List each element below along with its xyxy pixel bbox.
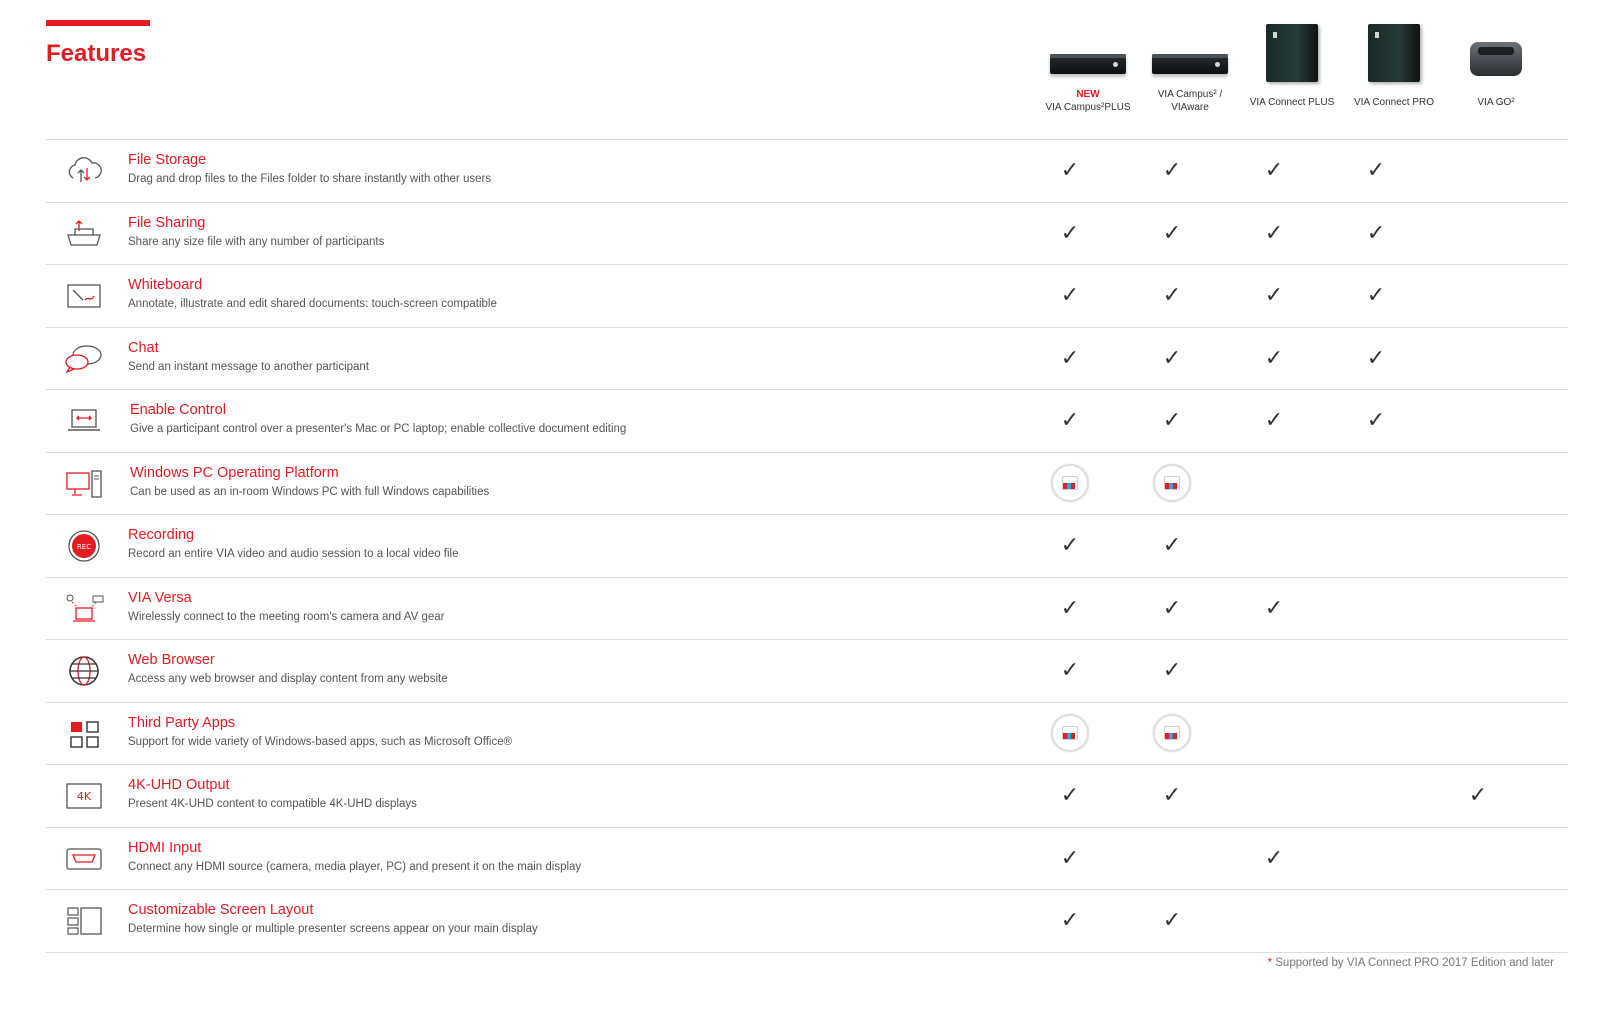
product-column-3 <box>1342 18 1446 109</box>
check-icon: ✓ <box>1162 783 1182 808</box>
screen-layout-icon <box>60 902 108 940</box>
check-icon: ✓ <box>1060 283 1080 308</box>
feature-description: Send an instant message to another participant <box>128 360 370 373</box>
support-cell <box>1120 265 1224 326</box>
product-name: VIA Connect PRO <box>1353 97 1435 108</box>
product-name: VIA Campus²PLUS <box>1045 102 1131 113</box>
product-name: VIA Campus² / VIAware <box>1157 89 1223 113</box>
product-column-0 <box>1036 18 1140 114</box>
support-cell <box>1222 203 1326 264</box>
support-cell <box>1018 703 1122 764</box>
feature-row <box>46 264 1568 327</box>
check-icon: ✓ <box>1162 408 1182 433</box>
device-tower-icon <box>1266 24 1318 82</box>
title-accent-bar <box>46 20 150 26</box>
feature-title: Recording <box>128 527 195 543</box>
check-icon: ✓ <box>1264 220 1284 246</box>
support-cell <box>1120 703 1224 764</box>
check-icon: ✓ <box>1366 158 1386 183</box>
whiteboard-icon <box>60 277 108 315</box>
product-name: VIA GO² <box>1477 97 1515 108</box>
support-cell <box>1018 765 1122 826</box>
support-cell <box>1018 265 1122 326</box>
feature-description: Determine how single or multiple presenter screens appear on your main display <box>128 923 538 935</box>
feature-row <box>46 639 1568 702</box>
check-icon: ✓ <box>1162 345 1182 371</box>
product-column-4 <box>1444 18 1548 109</box>
feature-title: HDMI Input <box>128 839 202 856</box>
feature-title: File Sharing <box>128 214 206 231</box>
check-icon: ✓ <box>1060 533 1080 558</box>
feature-title: Whiteboard <box>128 277 203 293</box>
feature-row <box>46 827 1568 890</box>
feature-row <box>46 577 1568 640</box>
support-cell <box>1018 203 1122 264</box>
windows-badge-icon <box>1051 714 1089 752</box>
windows-badge-icon <box>1051 464 1089 502</box>
support-cell <box>1018 140 1122 201</box>
support-cell <box>1324 328 1428 389</box>
feature-description: Annotate, illustrate and edit shared documents: touch-screen compatible <box>128 298 497 310</box>
support-cell <box>1222 578 1326 639</box>
feature-title: File Storage <box>128 152 207 168</box>
feature-description: Wirelessly connect to the meeting room's camera and AV gear <box>128 610 445 623</box>
hdmi-icon <box>60 840 108 878</box>
feature-title: Customizable Screen Layout <box>128 902 314 918</box>
check-icon: ✓ <box>1162 908 1182 933</box>
support-cell <box>1324 265 1428 326</box>
feature-title: 4K-UHD Output <box>128 777 230 793</box>
check-icon: ✓ <box>1264 345 1284 371</box>
cloud-upload-icon <box>60 152 108 190</box>
product-header <box>1036 18 1556 118</box>
product-column-2 <box>1240 18 1344 109</box>
support-cell <box>1324 203 1428 264</box>
check-icon: ✓ <box>1060 595 1080 621</box>
rec-icon <box>60 527 108 565</box>
support-cell <box>1222 828 1326 889</box>
feature-row <box>46 764 1568 827</box>
support-cell <box>1120 578 1224 639</box>
support-cell <box>1120 453 1224 514</box>
feature-row <box>46 889 1568 953</box>
feature-row <box>46 139 1568 202</box>
4k-icon <box>60 777 108 815</box>
feature-description: Connect any HDMI source (camera, media player, PC) and present it on the main display <box>128 860 582 873</box>
feature-title: Chat <box>128 339 159 356</box>
check-icon: ✓ <box>1366 408 1386 433</box>
support-cell <box>1120 765 1224 826</box>
check-icon: ✓ <box>1366 220 1386 246</box>
check-icon: ✓ <box>1366 283 1386 308</box>
support-cell <box>1222 265 1326 326</box>
check-icon: ✓ <box>1162 220 1182 246</box>
feature-description: Drag and drop files to the Files folder to share instantly with other users <box>128 173 492 185</box>
feature-title: Enable Control <box>130 402 226 418</box>
check-icon: ✓ <box>1060 345 1080 371</box>
support-cell <box>1018 390 1122 451</box>
page-title: Features <box>46 40 147 67</box>
support-cell <box>1018 453 1122 514</box>
check-icon: ✓ <box>1162 658 1182 683</box>
feature-table <box>46 139 1568 953</box>
laptop-arrows-icon <box>60 402 108 440</box>
check-icon: ✓ <box>1060 158 1080 183</box>
feature-title: VIA Versa <box>128 589 192 606</box>
footnote-text: Supported by VIA Connect PRO 2017 Edition and later <box>1275 957 1554 969</box>
product-name: VIA Connect PLUS <box>1249 97 1335 108</box>
feature-title: Windows PC Operating Platform <box>130 464 339 481</box>
support-cell <box>1426 765 1530 826</box>
footnote-star: * <box>1267 957 1273 969</box>
check-icon: ✓ <box>1162 158 1182 183</box>
footnote <box>1268 957 1554 969</box>
support-cell <box>1120 890 1224 951</box>
support-cell <box>1120 640 1224 701</box>
feature-title: Third Party Apps <box>128 714 236 731</box>
support-cell <box>1222 328 1326 389</box>
support-cell <box>1018 640 1122 701</box>
check-icon: ✓ <box>1060 220 1080 246</box>
chat-bubbles-icon <box>60 340 108 378</box>
windows-badge-icon <box>1153 714 1191 752</box>
support-cell <box>1222 390 1326 451</box>
svg-text:REC: REC <box>76 543 92 551</box>
new-badge: NEW <box>1076 89 1100 100</box>
support-cell <box>1120 328 1224 389</box>
support-cell <box>1018 578 1122 639</box>
check-icon: ✓ <box>1060 908 1080 933</box>
feature-description: Present 4K-UHD content to compatible 4K-UHD displays <box>128 798 417 810</box>
share-tray-icon <box>60 215 108 253</box>
check-icon: ✓ <box>1264 158 1284 183</box>
feature-description: Access any web browser and display content from any website <box>128 673 448 685</box>
support-cell <box>1120 140 1224 201</box>
check-icon: ✓ <box>1060 845 1080 871</box>
support-cell <box>1120 390 1224 451</box>
check-icon: ✓ <box>1162 533 1182 558</box>
feature-description: Record an entire VIA video and audio session to a local video file <box>128 548 459 560</box>
check-icon: ✓ <box>1162 283 1182 308</box>
check-icon: ✓ <box>1468 783 1488 808</box>
feature-title: Web Browser <box>128 652 215 668</box>
desktop-pc-icon <box>60 465 108 503</box>
product-column-1 <box>1138 18 1242 114</box>
windows-badge-icon <box>1153 464 1191 502</box>
device-flat-icon <box>1152 54 1228 74</box>
check-icon: ✓ <box>1264 595 1284 621</box>
support-cell <box>1120 203 1224 264</box>
feature-description: Share any size file with any number of participants <box>128 235 385 248</box>
feature-row <box>46 202 1568 265</box>
support-cell <box>1018 890 1122 951</box>
via-versa-icon <box>60 590 108 628</box>
feature-row <box>46 514 1568 577</box>
feature-row <box>46 327 1568 390</box>
device-tower-icon <box>1368 24 1420 82</box>
support-cell <box>1018 515 1122 576</box>
check-icon: ✓ <box>1366 345 1386 371</box>
support-cell <box>1324 390 1428 451</box>
feature-description: Support for wide variety of Windows-based apps, such as Microsoft Office® <box>128 735 513 748</box>
check-icon: ✓ <box>1060 783 1080 808</box>
support-cell <box>1018 328 1122 389</box>
app-grid-icon <box>60 715 108 753</box>
check-icon: ✓ <box>1264 283 1284 308</box>
check-icon: ✓ <box>1162 595 1182 621</box>
support-cell <box>1120 515 1224 576</box>
globe-icon <box>60 652 108 690</box>
support-cell <box>1018 828 1122 889</box>
support-cell <box>1324 140 1428 201</box>
check-icon: ✓ <box>1060 408 1080 433</box>
support-cell <box>1222 140 1326 201</box>
check-icon: ✓ <box>1060 658 1080 683</box>
feature-row <box>46 452 1568 515</box>
check-icon: ✓ <box>1264 845 1284 871</box>
device-flat-icon <box>1050 54 1126 74</box>
feature-description: Give a participant control over a presenter's Mac or PC laptop; enable collective document editing <box>130 423 627 435</box>
feature-row <box>46 389 1568 452</box>
check-icon: ✓ <box>1264 408 1284 433</box>
feature-description: Can be used as an in-room Windows PC with full Windows capabilities <box>130 485 490 498</box>
device-cube-icon <box>1470 42 1522 76</box>
feature-row <box>46 702 1568 765</box>
svg-text:4K: 4K <box>76 790 92 803</box>
